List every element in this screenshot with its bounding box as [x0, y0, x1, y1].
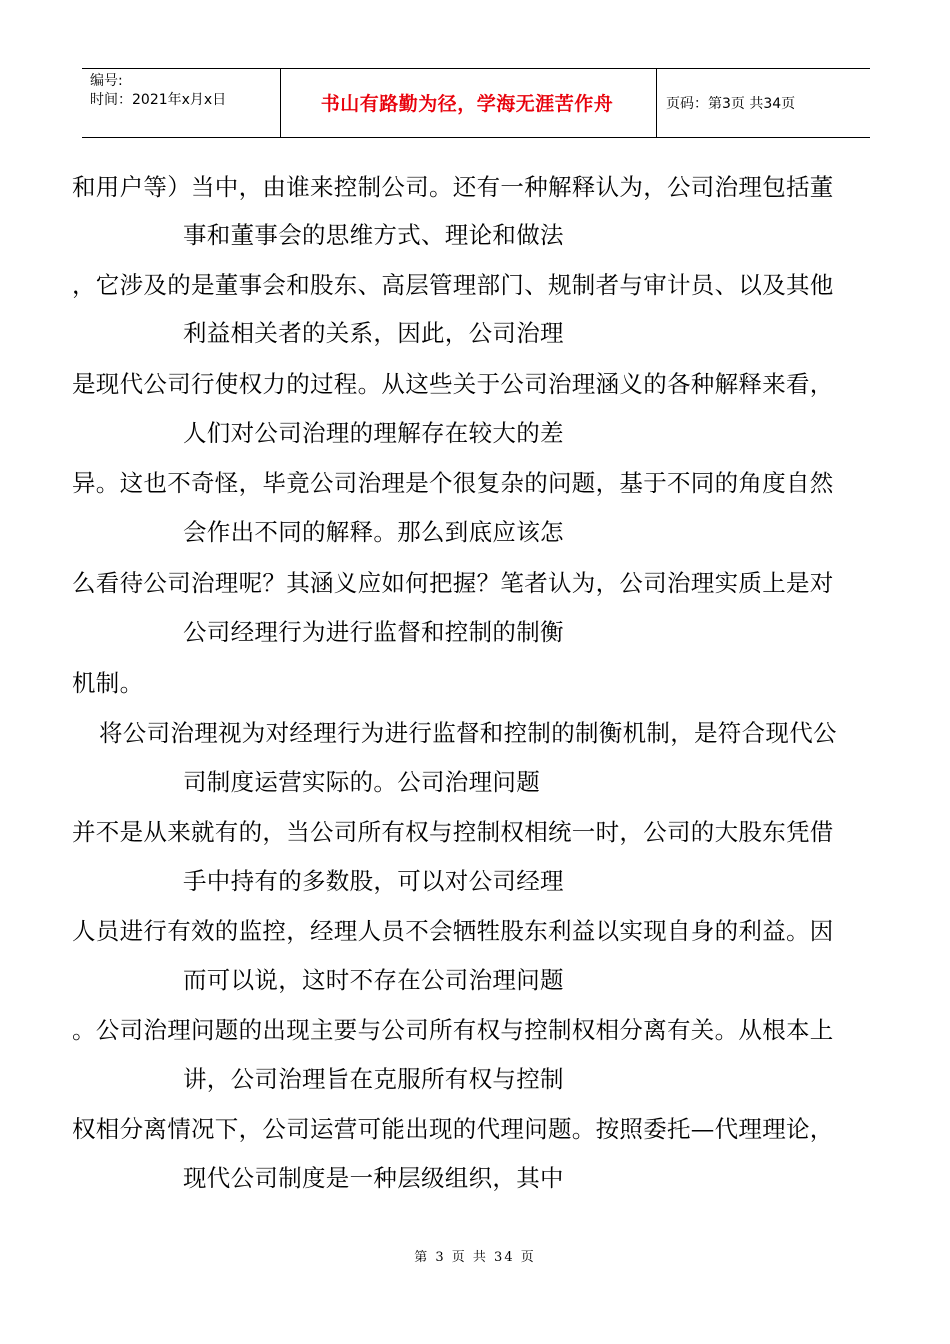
body-line: 异。这也不奇怪，毕竟公司治理是个很复杂的问题，基于不同的角度自然 [72, 469, 834, 497]
header-meta [90, 72, 226, 110]
document-time-label: 时间：2021年x月x日 [90, 92, 227, 108]
page-header [82, 68, 870, 138]
paragraph-start-line: 将公司治理视为对经理行为进行监督和控制的制衡机制，是符合现代公 [99, 719, 837, 747]
body-line: 利益相关者的关系，因此，公司治理 [183, 319, 564, 347]
body-line: ，它涉及的是董事会和股东、高层管理部门、规制者与审计员、以及其他 [72, 271, 834, 299]
body-line: 和用户等）当中，由谁来控制公司。还有一种解释认为，公司治理包括董 [72, 173, 834, 201]
body-line: 么看待公司治理呢？其涵义应如何把握？笔者认为，公司治理实质上是对 [72, 569, 834, 597]
body-line: 权相分离情况下，公司运营可能出现的代理问题。按照委托—代理理论， [72, 1115, 834, 1143]
header-divider-right [656, 69, 657, 137]
page-footer: 第 3 页 共 34 页 [414, 1250, 536, 1265]
header-motto: 书山有路勤为径，学海无涯苦作舟 [320, 93, 614, 115]
body-line: 机制。 [72, 669, 144, 697]
body-line: 人员进行有效的监控，经理人员不会牺牲股东利益以实现自身的利益。因 [72, 917, 834, 945]
header-page-number: 页码：第3页 共34页 [666, 96, 796, 112]
body-line: 手中持有的多数股，可以对公司经理 [183, 867, 564, 895]
body-line: 现代公司制度是一种层级组织，其中 [183, 1164, 564, 1192]
body-line: 司制度运营实际的。公司治理问题 [183, 768, 540, 796]
header-divider-left [280, 69, 281, 137]
body-line: 事和董事会的思维方式、理论和做法 [183, 221, 564, 249]
body-line: 。公司治理问题的出现主要与公司所有权与控制权相分离有关。从根本上 [72, 1016, 834, 1044]
body-line: 会作出不同的解释。那么到底应该怎 [183, 518, 564, 546]
body-line: 讲，公司治理旨在克服所有权与控制 [183, 1065, 564, 1093]
body-line: 人们对公司治理的理解存在较大的差 [183, 419, 564, 447]
body-line: 是现代公司行使权力的过程。从这些关于公司治理涵义的各种解释来看， [72, 370, 834, 398]
document-number-label: 编号: [90, 73, 123, 89]
body-line: 而可以说，这时不存在公司治理问题 [183, 966, 564, 994]
body-line: 公司经理行为进行监督和控制的制衡 [183, 618, 564, 646]
body-line: 并不是从来就有的，当公司所有权与控制权相统一时，公司的大股东凭借 [72, 818, 834, 846]
